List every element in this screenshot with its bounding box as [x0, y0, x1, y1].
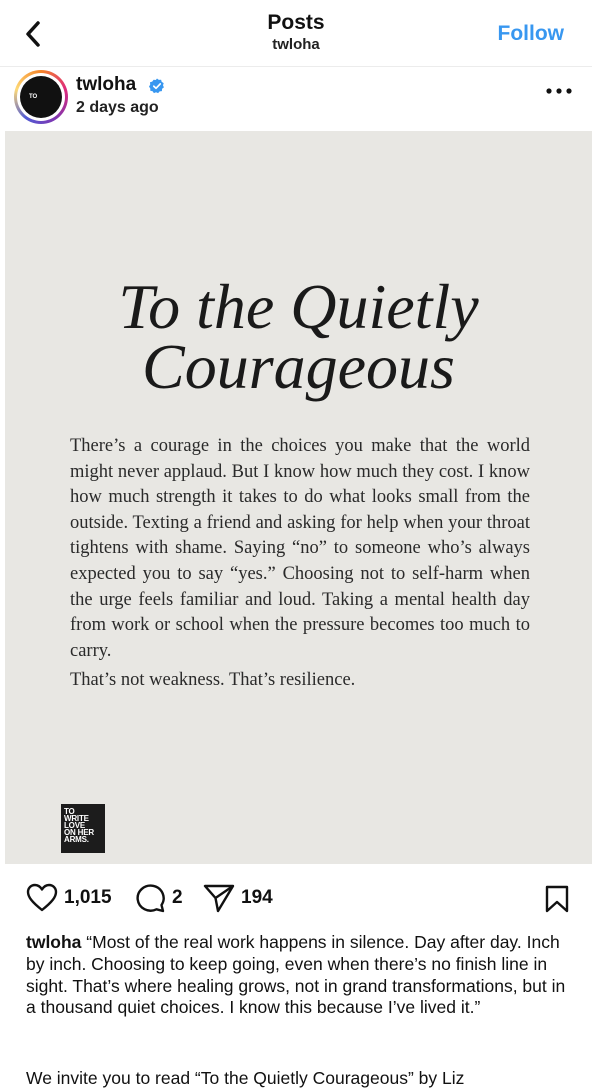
post-image[interactable]: [5, 131, 592, 864]
verified-badge-icon: [149, 78, 165, 94]
page-title: Posts: [267, 11, 325, 34]
page-subtitle: twloha: [272, 36, 320, 53]
logo-line: LOVE: [64, 821, 85, 830]
save-button[interactable]: [544, 885, 570, 918]
logo-line: TO: [64, 807, 75, 816]
send-icon: [203, 883, 235, 913]
comment-count: 2: [172, 887, 183, 908]
post-username[interactable]: twloha: [76, 74, 137, 95]
poem-title-line1: To the Quietly: [118, 271, 479, 342]
post-caption: [26, 932, 574, 1019]
poem-paragraph: There’s a courage in the choices you make that the world might never applaud. But I know how much they cost. I know how much strength it takes to do what looks small from the outside. Texting a friend and asking for help when your throat tightens with shame. Saying “no” to someone who’s always expected you to say “yes.” Choosing not to self-harm when the urge feels familiar and loud. Taking a mental health day from work or school when the pressure becomes too much to carry.: [70, 436, 530, 661]
logo-line: ON HER: [64, 828, 94, 837]
brand-logo: [61, 804, 105, 853]
avatar-logo-line: TO: [29, 94, 38, 100]
poem-body: [70, 434, 530, 694]
avatar-frame: [17, 73, 65, 121]
like-count: 1,015: [64, 887, 112, 908]
logo-line: WRITE: [64, 814, 89, 823]
caption-continued: We invite you to read “To the Quietly Courageous” by Liz: [26, 1068, 465, 1088]
poem-closing: That’s not weakness. That’s resilience.: [70, 670, 356, 691]
bookmark-icon: [544, 885, 570, 913]
caption-username[interactable]: twloha: [26, 932, 82, 952]
caption-text: “Most of the real work happens in silence. Day after day. Inch by inch. Choosing to keep going, even when there’s no finish line in sight. That’s where healing grows, not in grand transformations, but in a thousand quiet choices. I know this because I’ve lived it.”: [26, 932, 566, 1018]
avatar[interactable]: [14, 70, 68, 124]
post-header: [0, 66, 592, 130]
more-options-button[interactable]: [544, 80, 574, 102]
logo-line: ARMS.: [64, 835, 89, 844]
poem-title: [5, 271, 592, 402]
post-actions: [0, 875, 592, 921]
heart-icon: [26, 883, 58, 913]
share-button[interactable]: [203, 883, 273, 913]
more-horizontal-icon: [546, 88, 572, 94]
post-timestamp: 2 days ago: [76, 99, 159, 116]
comment-button[interactable]: [134, 883, 183, 913]
share-count: 194: [241, 887, 273, 908]
avatar-logo: [20, 76, 62, 118]
comment-icon: [134, 883, 166, 913]
follow-button[interactable]: Follow: [497, 22, 564, 45]
like-button[interactable]: [26, 883, 112, 913]
top-bar: [0, 0, 592, 67]
poem-title-line2: Courageous: [142, 331, 455, 402]
